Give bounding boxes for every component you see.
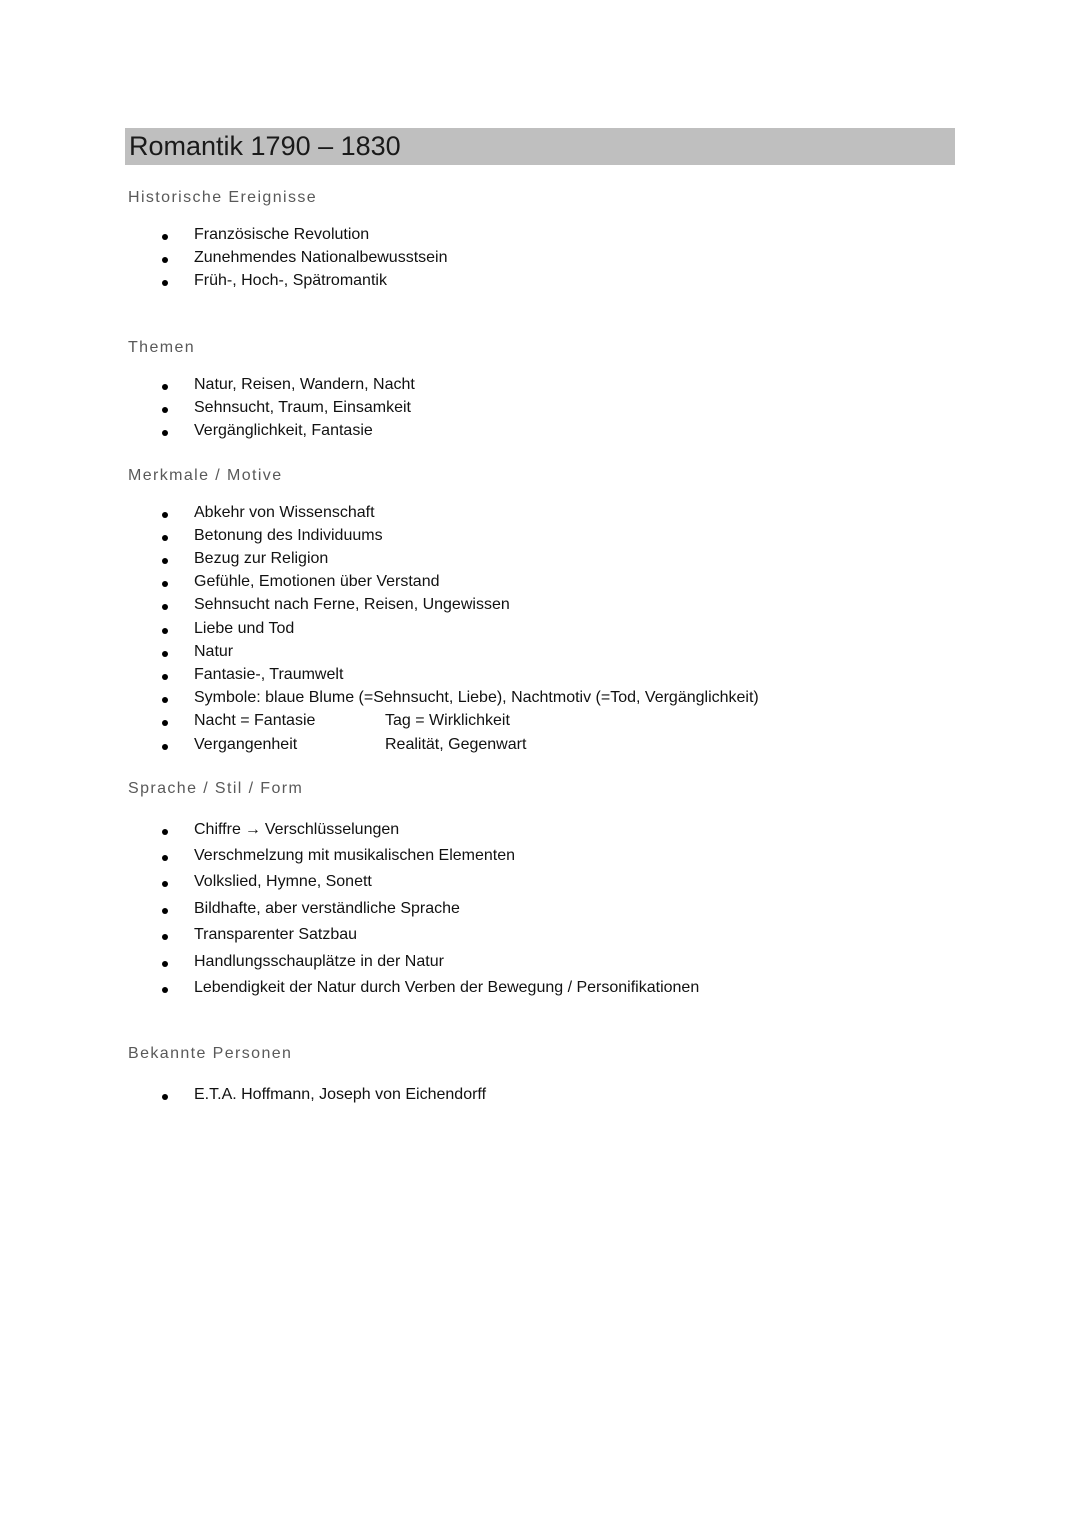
chiffre-meaning: Verschlüsselungen <box>264 821 400 838</box>
list-item-text-right: Tag = Wirklichkeit <box>385 712 510 729</box>
bullet-icon <box>162 407 168 413</box>
list-item-text: Symbole: blaue Blume (=Sehnsucht, Liebe), Nachtmotiv (=Tod, Vergänglichkeit) <box>194 689 759 706</box>
bullet-icon <box>162 934 168 940</box>
list-item-text: Gefühle, Emotionen über Verstand <box>194 573 440 590</box>
bullet-icon <box>162 961 168 967</box>
list-item-text: Betonung des Individuums <box>194 527 383 544</box>
list-item-text: Verschmelzung mit musikalischen Elementen <box>194 847 516 864</box>
bullet-icon <box>162 855 168 861</box>
list-item-text: Sehnsucht, Traum, Einsamkeit <box>194 399 411 416</box>
bullet-icon <box>162 234 168 240</box>
list-item-text <box>194 821 399 839</box>
list-item-text: E.T.A. Hoffmann, Joseph von Eichendorff <box>194 1086 487 1103</box>
list-item-text: Bildhafte, aber verständliche Sprache <box>194 900 460 917</box>
page-title: Romantik 1790 – 1830 <box>125 128 955 165</box>
bullet-icon <box>162 257 168 263</box>
bullet-icon <box>162 908 168 914</box>
list-item-text: Fantasie-, Traumwelt <box>194 666 344 683</box>
list-item-text: Natur, Reisen, Wandern, Nacht <box>194 376 415 393</box>
list-item-text: Zunehmendes Nationalbewusstsein <box>194 249 448 266</box>
list-item-text: Abkehr von Wissenschaft <box>194 504 375 521</box>
section-heading-merkmale: Merkmale / Motive <box>128 467 283 484</box>
list-item-text-left: Nacht = Fantasie <box>194 712 316 729</box>
bullet-icon <box>162 881 168 887</box>
bullet-icon <box>162 697 168 703</box>
bullet-icon <box>162 384 168 390</box>
list-item-text: Volkslied, Hymne, Sonett <box>194 873 372 890</box>
bullet-icon <box>162 628 168 634</box>
list-item-text: Früh-, Hoch-, Spätromantik <box>194 272 387 289</box>
arrow-right-icon: → <box>244 821 261 838</box>
bullet-icon <box>162 430 168 436</box>
bullet-icon <box>162 535 168 541</box>
list-item-text: Transparenter Satzbau <box>194 926 358 943</box>
list-item-text-right: Realität, Gegenwart <box>385 736 527 753</box>
bullet-icon <box>162 280 168 286</box>
bullet-icon <box>162 558 168 564</box>
bullet-icon <box>162 987 168 993</box>
chiffre-label: Chiffre <box>194 821 241 838</box>
section-heading-sprache: Sprache / Stil / Form <box>128 780 304 797</box>
bullet-icon <box>162 651 168 657</box>
list-item-text: Lebendigkeit der Natur durch Verben der Bewegung / Personifikationen <box>194 979 700 996</box>
bullet-icon <box>162 720 168 726</box>
bullet-icon <box>162 674 168 680</box>
bullet-icon <box>162 512 168 518</box>
list-item-text: Französische Revolution <box>194 226 370 243</box>
bullet-icon <box>162 581 168 587</box>
section-heading-personen: Bekannte Personen <box>128 1045 293 1062</box>
list-item-text: Sehnsucht nach Ferne, Reisen, Ungewissen <box>194 596 510 613</box>
bullet-icon <box>162 829 168 835</box>
list-item-text: Liebe und Tod <box>194 620 295 637</box>
list-item-text: Natur <box>194 643 234 660</box>
list-item-text-left: Vergangenheit <box>194 736 298 753</box>
bullet-icon <box>162 604 168 610</box>
list-item-text: Vergänglichkeit, Fantasie <box>194 422 373 439</box>
list-item-text: Handlungsschauplätze in der Natur <box>194 953 444 970</box>
section-heading-themen: Themen <box>128 339 196 356</box>
list-item-text: Bezug zur Religion <box>194 550 329 567</box>
section-heading-historisch: Historische Ereignisse <box>128 189 318 206</box>
bullet-icon <box>162 1094 168 1100</box>
bullet-icon <box>162 744 168 750</box>
